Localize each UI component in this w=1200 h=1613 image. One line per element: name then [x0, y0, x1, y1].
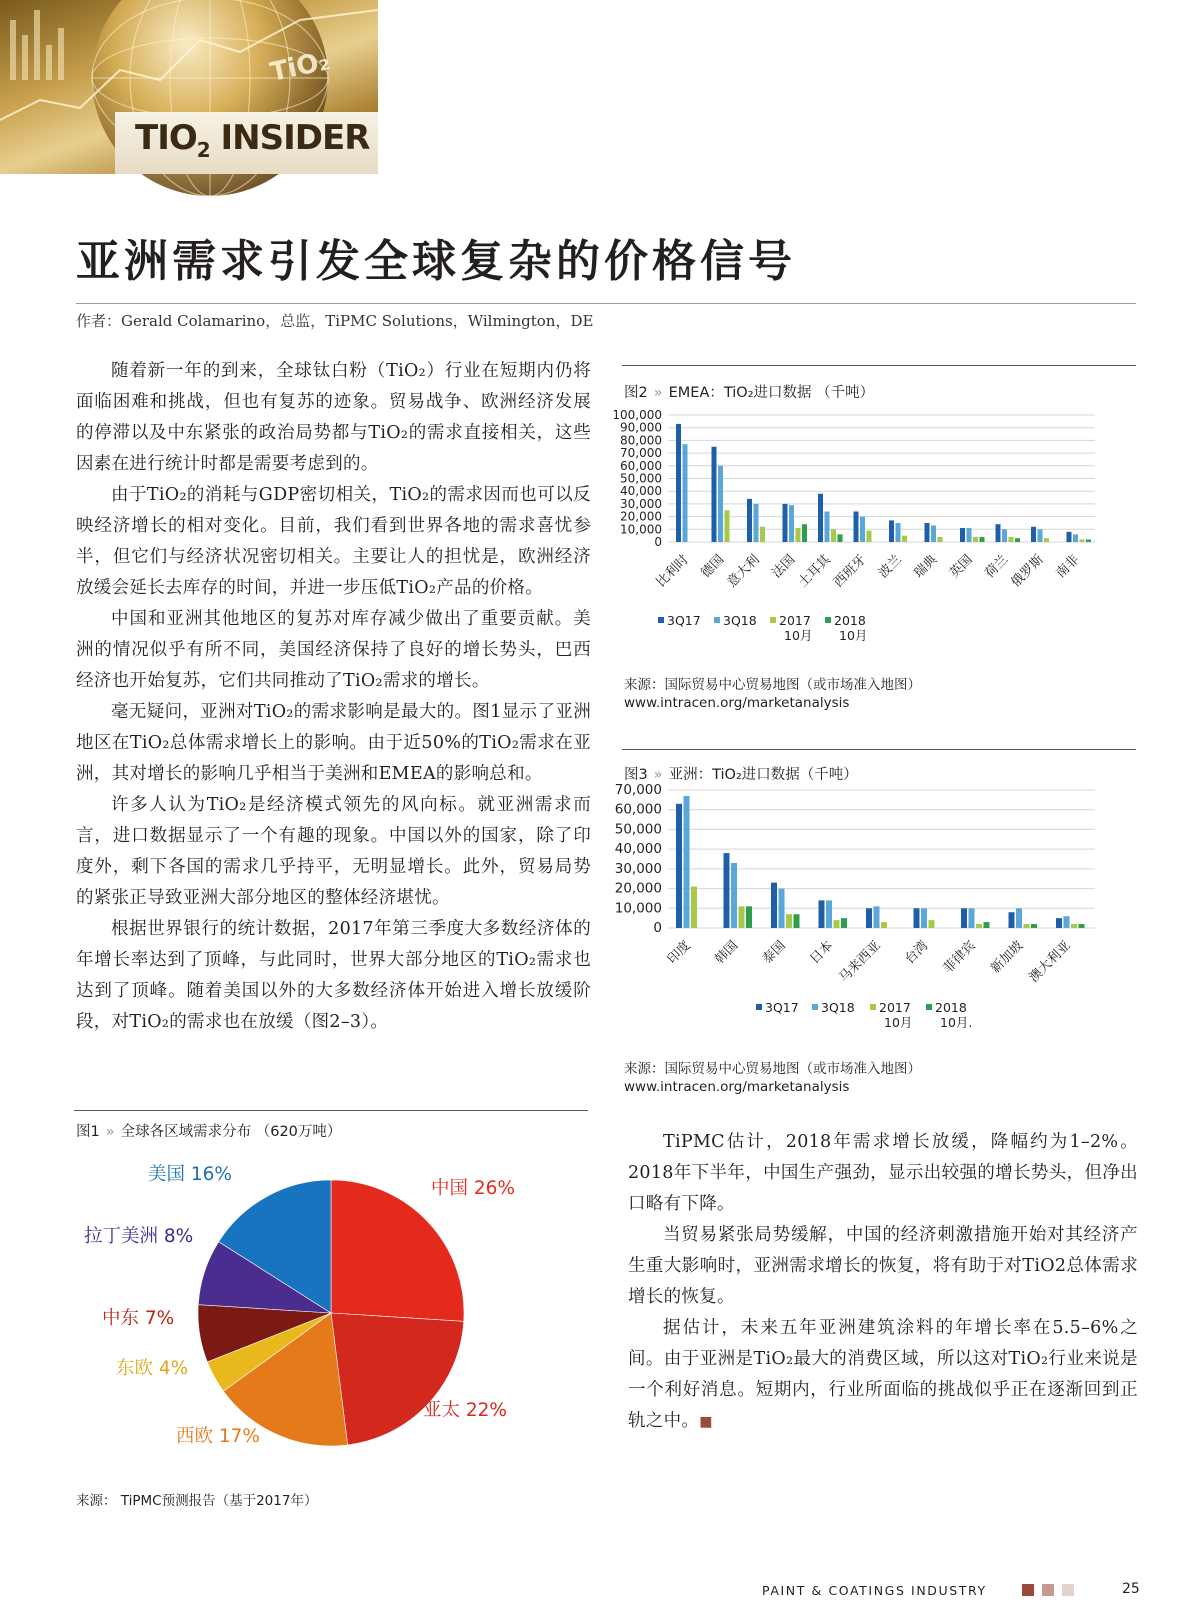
fig2-source-line2: www.intracen.org/marketanalysis — [624, 695, 850, 711]
legend-label: 3Q17 — [765, 1000, 799, 1015]
pie-label: 中国 26% — [431, 1178, 515, 1199]
x-tick-label: 德国 — [698, 552, 728, 582]
bar — [794, 914, 800, 928]
fig3-source — [624, 1060, 921, 1096]
legend-label: 3Q18 — [723, 613, 757, 628]
pie-label: 西欧 17% — [176, 1426, 260, 1447]
paragraph: 中国和亚洲其他地区的复苏对库存减少做出了重要贡献。美洲的情况似乎有所不同，美国经济保持了良好的增长势头，巴西经济也开始复苏，它们共同推动了TiO₂需求的增长。 — [76, 609, 591, 691]
y-tick-label: 10,000 — [620, 522, 662, 537]
footer-square — [1062, 1584, 1074, 1596]
y-tick-label: 0 — [653, 920, 662, 936]
bar — [754, 504, 759, 542]
legend-label: 2018 — [834, 613, 866, 628]
section-banner-text: $TIO_2$ INSIDER — [135, 118, 370, 162]
bar — [731, 863, 737, 928]
fig2-source-line1: 来源：国际贸易中心贸易地图（或市场准入地图） — [624, 677, 921, 693]
article-title: 亚洲需求引发全球复杂的价格信号 — [76, 236, 796, 287]
bar — [925, 523, 930, 542]
legend-label: 2017 — [879, 1000, 911, 1015]
fig2-source — [624, 676, 921, 712]
bar — [889, 520, 894, 542]
fig1-source: 来源： TiPMC预测报告（基于2017年） — [76, 1493, 318, 1509]
bar — [747, 499, 752, 542]
bar — [902, 536, 907, 542]
pie-label: 美国 16% — [148, 1164, 232, 1185]
bar — [838, 534, 843, 542]
bar — [914, 908, 920, 928]
bar — [725, 510, 730, 542]
paragraph: 随着新一年的到来，全球钛白粉（TiO₂）行业在短期内仍将面临困难和挑战，但也有复苏的迹象。贸易战争、欧洲经济发展的停滞以及中东紧张的政治局势都与TiO₂的需求直接相关，这些因素在进行统计时都是需要考虑到的。 — [76, 361, 591, 474]
bar — [1071, 924, 1077, 928]
bar — [771, 883, 777, 928]
bar — [819, 900, 825, 928]
paragraph: 当贸易紧张局势缓解，中国的经济刺激措施开始对其经济产生重大影响时，亚洲需求增长的恢复，将有助于对TiO2总体需求增长的恢复。 — [628, 1225, 1138, 1307]
bar — [921, 908, 927, 928]
paragraph: 根据世界银行的统计数据，2017年第三季度大多数经济体的年增长率达到了顶峰，与此同时，世界大部分地区的TiO₂需求也达到了顶峰。随着美国以外的大多数经济体开始进入增长放缓阶段，对TiO₂的需求也在放缓（图2–3）。 — [76, 919, 591, 1032]
bar — [1079, 924, 1085, 928]
y-tick-label: 60,000 — [620, 458, 662, 473]
end-mark-icon: ■ — [699, 1414, 713, 1430]
bar — [802, 524, 807, 542]
bar — [724, 853, 730, 928]
x-tick-label: 法国 — [769, 552, 799, 582]
bar — [841, 918, 847, 928]
bar — [973, 537, 978, 542]
bar — [1038, 529, 1043, 542]
bar — [896, 523, 901, 542]
bar — [831, 529, 836, 542]
y-tick-label: 60,000 — [614, 801, 662, 818]
footer-magazine-name: PAINT & COATINGS INDUSTRY — [762, 1583, 987, 1598]
bar — [867, 531, 872, 542]
bar — [1044, 538, 1049, 542]
bar — [684, 796, 690, 928]
bar — [929, 920, 935, 928]
bar — [796, 528, 801, 542]
bar — [760, 527, 765, 542]
section-banner — [115, 112, 378, 174]
bar — [779, 889, 785, 928]
footer-square — [1042, 1584, 1054, 1596]
pie-label: 亚太 22% — [423, 1400, 507, 1421]
bar — [746, 906, 752, 928]
bar — [967, 528, 972, 542]
header-banner — [0, 0, 378, 174]
paragraph: 毫无疑问，亚洲对TiO₂的需求影响是最大的。图1显示了亚洲地区在TiO₂总体需求增长上的影响。由于近50%的TiO₂需求在亚洲，其对增长的影响几乎相当于美洲和EMEA的影响总和。 — [76, 702, 591, 784]
page-number: 25 — [1122, 1581, 1140, 1597]
y-tick-label: 20,000 — [614, 880, 662, 897]
paragraph: 由于TiO₂的消耗与GDP密切相关，TiO₂的需求因而也可以反映经济增长的相对变化。目前，我们看到世界各地的需求喜忧参半，但它们与经济状况密切相关。主要让人的担忧是，欧洲经济放缓会延长去库存的时间，并进一步压低TiO₂产品的价格。 — [76, 485, 591, 598]
x-tick-label: 韩国 — [712, 938, 742, 968]
fig1-pie-chart — [76, 1150, 596, 1480]
bar — [961, 908, 967, 928]
y-tick-label: 70,000 — [620, 446, 662, 461]
fig3-source-line2: www.intracen.org/marketanalysis — [624, 1079, 850, 1095]
globe-label: TiO₂ — [267, 46, 333, 88]
bar — [1064, 916, 1070, 928]
bar — [834, 920, 840, 928]
fig3-source-line1: 来源：国际贸易中心贸易地图（或市场准入地图） — [624, 1061, 921, 1077]
paragraph: 据估计，未来五年亚洲建筑涂料的年增长率在5.5–6%之间。由于亚洲是TiO₂最大的消费区域，所以这对TiO₂行业来说是一个利好消息。短期内，行业所面临的挑战似乎正在逐渐回到正轨之中。■ — [628, 1318, 1138, 1431]
x-tick-label: 西班牙 — [831, 552, 870, 591]
pie-label: 中东 7% — [102, 1308, 175, 1329]
bar — [866, 908, 872, 928]
fig3-top-rule — [622, 749, 1136, 750]
y-tick-label: 10,000 — [614, 900, 662, 917]
bar — [931, 525, 936, 542]
y-tick-label: 90,000 — [620, 420, 662, 435]
x-tick-label: 泰国 — [759, 938, 789, 968]
fig3-bar-chart — [614, 782, 1140, 1070]
bar — [984, 922, 990, 928]
legend-swatch — [926, 1004, 932, 1010]
legend-label: 10月. — [940, 1015, 973, 1030]
bar — [881, 922, 887, 928]
x-tick-label: 波兰 — [875, 552, 905, 582]
bar — [718, 466, 723, 542]
bar — [786, 914, 792, 928]
x-tick-label: 台湾 — [902, 938, 932, 968]
y-tick-label: 30,000 — [620, 496, 662, 511]
y-tick-label: 50,000 — [620, 471, 662, 486]
pie-label: 东欧 4% — [116, 1358, 189, 1379]
bar — [1067, 532, 1072, 542]
bar — [1056, 918, 1062, 928]
fig2-bar-chart — [612, 408, 1140, 670]
y-tick-label: 40,000 — [620, 484, 662, 499]
x-tick-label: 马来西亚 — [836, 938, 884, 986]
bar — [783, 504, 788, 542]
legend-label: 3Q17 — [667, 613, 701, 628]
bar — [691, 887, 697, 928]
bar — [874, 906, 880, 928]
y-tick-label: 30,000 — [614, 860, 662, 877]
fig2-top-rule — [622, 365, 1136, 366]
bar — [789, 505, 794, 542]
bar — [1086, 539, 1091, 542]
pie-slice — [331, 1313, 464, 1445]
bar — [818, 494, 823, 542]
y-tick-label: 80,000 — [620, 433, 662, 448]
body-column-left — [76, 356, 591, 1038]
y-tick-label: 100,000 — [612, 408, 662, 422]
x-tick-label: 瑞典 — [911, 552, 941, 582]
legend-swatch — [770, 617, 776, 623]
bar — [1024, 924, 1030, 928]
pie-label: 拉丁美洲 8% — [84, 1226, 194, 1247]
x-tick-label: 比利时 — [653, 552, 692, 591]
legend-label: 10月 — [784, 628, 813, 643]
bar — [825, 512, 830, 542]
legend-swatch — [825, 617, 831, 623]
x-tick-label: 印度 — [664, 938, 694, 968]
bar — [996, 524, 1001, 542]
x-tick-label: 意大利 — [724, 552, 763, 591]
bar — [980, 537, 985, 542]
y-tick-label: 20,000 — [620, 509, 662, 524]
bar — [1002, 529, 1007, 542]
fig1-title: 图1 » 全球各区域需求分布 （620万吨） — [76, 1124, 342, 1140]
legend-label: 10月 — [884, 1015, 913, 1030]
x-tick-label: 俄罗斯 — [1008, 552, 1047, 591]
bar — [1009, 912, 1015, 928]
bar — [1009, 537, 1014, 542]
y-tick-label: 70,000 — [614, 782, 662, 798]
legend-swatch — [714, 617, 720, 623]
y-tick-label: 50,000 — [614, 821, 662, 838]
legend-swatch — [756, 1004, 762, 1010]
legend-label: 3Q18 — [821, 1000, 855, 1015]
bar — [976, 924, 982, 928]
fig1-top-rule — [74, 1110, 588, 1111]
paragraph: 许多人认为TiO₂是经济模式领先的风向标。就亚洲需求而言，进口数据显示了一个有趣的现象。中国以外的国家，除了印度外，剩下各国的需求几乎持平，无明显增长。此外，贸易局势的紧张正导致亚洲大部分地区的整体经济堪忧。 — [76, 795, 591, 908]
bar — [1031, 527, 1036, 542]
bar — [938, 537, 943, 542]
x-tick-label: 新加坡 — [988, 938, 1027, 977]
footer-square — [1022, 1584, 1034, 1596]
bar — [1080, 539, 1085, 542]
x-tick-label: 菲律宾 — [940, 938, 979, 977]
pie-slice — [331, 1180, 464, 1321]
bar — [969, 908, 975, 928]
legend-label: 2018 — [935, 1000, 967, 1015]
bar — [1015, 538, 1020, 542]
x-tick-label: 荷兰 — [982, 552, 1012, 582]
bar — [739, 906, 745, 928]
bar — [826, 900, 832, 928]
y-tick-label: 40,000 — [614, 841, 662, 858]
x-tick-label: 南非 — [1053, 552, 1083, 582]
y-tick-label: 0 — [654, 535, 662, 549]
bar — [712, 447, 717, 542]
bar — [676, 804, 682, 928]
legend-label: 2017 — [779, 613, 811, 628]
byline: 作者：Gerald Colamarino，总监，TiPMC Solutions，Wilmington，DE — [76, 312, 594, 330]
bar — [1016, 908, 1022, 928]
x-tick-label: 澳大利亚 — [1026, 938, 1074, 986]
bar — [860, 517, 865, 542]
legend-swatch — [870, 1004, 876, 1010]
x-tick-label: 土耳其 — [795, 552, 834, 591]
bar — [960, 528, 965, 542]
title-divider — [76, 303, 1136, 304]
fig3-title: 图3 » 亚洲：TiO₂进口数据（千吨） — [624, 767, 858, 783]
x-tick-label: 日本 — [807, 938, 837, 968]
bar — [854, 512, 859, 542]
bar — [1031, 924, 1037, 928]
bar — [683, 444, 688, 542]
x-tick-label: 英国 — [946, 552, 976, 582]
body-column-right — [628, 1127, 1138, 1438]
bar — [1073, 534, 1078, 542]
paragraph: TiPMC估计，2018年需求增长放缓，降幅约为1–2%。2018年下半年，中国生产强劲，显示出较强的增长势头，但净出口略有下降。 — [628, 1132, 1138, 1214]
bar — [676, 424, 681, 542]
legend-swatch — [658, 617, 664, 623]
legend-label: 10月 — [839, 628, 868, 643]
legend-swatch — [812, 1004, 818, 1010]
fig2-title: 图2 » EMEA：TiO₂进口数据 （千吨） — [624, 385, 875, 401]
